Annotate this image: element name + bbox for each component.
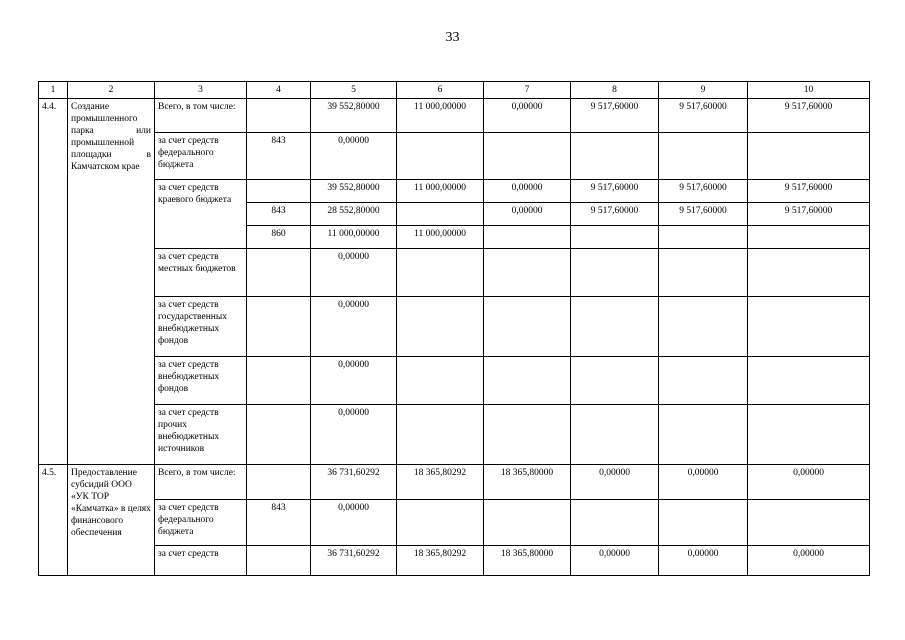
section-name: Предоставление субсидий ООО «УК ТОР «Камчатка» в целях финансового обеспечения [68,465,155,576]
column-header: 4 [247,82,311,99]
value-cell: 0,00000 [311,500,397,546]
funding-source: Всего, в том числе: [155,465,247,500]
value-cell: 0,00000 [659,465,748,500]
value-cell: 9 517,60000 [571,99,659,133]
page-number: 33 [445,30,460,45]
budget-code [247,99,311,133]
value-cell: 0,00000 [748,546,870,576]
value-cell: 0,00000 [311,405,397,465]
column-header: 8 [571,82,659,99]
value-cell [659,133,748,180]
value-cell: 11 000,00000 [397,180,484,203]
value-cell [397,500,484,546]
value-cell: 0,00000 [311,133,397,180]
funding-source: за счет средств внебюджетных фондов [155,357,247,405]
value-cell [659,226,748,249]
value-cell: 9 517,60000 [659,99,748,133]
column-header: 1 [39,82,68,99]
value-cell [748,249,870,297]
budget-code [247,465,311,500]
value-cell: 28 552,80000 [311,203,397,226]
value-cell: 36 731,60292 [311,546,397,576]
value-cell [484,226,571,249]
table-row [39,133,870,180]
value-cell: 9 517,60000 [571,203,659,226]
value-cell [748,500,870,546]
value-cell: 0,00000 [659,546,748,576]
value-cell [659,357,748,405]
value-cell [659,405,748,465]
column-header: 7 [484,82,571,99]
funding-source: Всего, в том числе: [155,99,247,133]
table-row [39,546,870,576]
value-cell [484,133,571,180]
table-row [39,99,870,133]
funding-source: за счет средств прочих внебюджетных источников [155,405,247,465]
budget-table [38,81,870,576]
value-cell: 39 552,80000 [311,180,397,203]
value-cell: 0,00000 [311,297,397,357]
value-cell [659,297,748,357]
value-cell [397,133,484,180]
table-row [39,405,870,465]
section-name: Создание промышленного парка или промышленной площадки в Камчатском крае [68,99,155,465]
value-cell [484,357,571,405]
funding-source: за счет средств федерального бюджета [155,500,247,546]
value-cell: 0,00000 [311,357,397,405]
budget-code: 843 [247,133,311,180]
column-header: 9 [659,82,748,99]
value-cell [571,357,659,405]
value-cell: 18 365,80292 [397,465,484,500]
budget-code [247,297,311,357]
funding-source: за счет средств федерального бюджета [155,133,247,180]
value-cell: 18 365,80292 [397,546,484,576]
value-cell: 11 000,00000 [311,226,397,249]
table-row [39,357,870,405]
section-number: 4.5. [39,465,68,576]
value-cell: 0,00000 [484,203,571,226]
budget-code: 843 [247,203,311,226]
value-cell [484,249,571,297]
column-header: 2 [68,82,155,99]
table-row [39,180,870,203]
value-cell [484,405,571,465]
budget-code [247,357,311,405]
value-cell: 11 000,00000 [397,226,484,249]
funding-source: за счет средств местных бюджетов [155,249,247,297]
value-cell: 9 517,60000 [748,99,870,133]
value-cell: 9 517,60000 [571,180,659,203]
budget-code [247,180,311,203]
table-row [39,500,870,546]
value-cell [659,500,748,546]
value-cell: 0,00000 [571,546,659,576]
value-cell [397,405,484,465]
value-cell [748,297,870,357]
budget-code: 860 [247,226,311,249]
budget-code [247,546,311,576]
value-cell: 0,00000 [311,249,397,297]
value-cell [571,405,659,465]
value-cell: 11 000,00000 [397,99,484,133]
value-cell [571,500,659,546]
value-cell: 9 517,60000 [659,180,748,203]
value-cell [748,405,870,465]
value-cell [571,249,659,297]
value-cell: 9 517,60000 [748,180,870,203]
column-header: 5 [311,82,397,99]
value-cell: 36 731,60292 [311,465,397,500]
value-cell: 0,00000 [748,465,870,500]
budget-code [247,405,311,465]
table-row [39,465,870,500]
value-cell [571,226,659,249]
value-cell [571,133,659,180]
section-number: 4.4. [39,99,68,465]
table-row [39,297,870,357]
budget-code: 843 [247,500,311,546]
value-cell [748,133,870,180]
budget-code [247,249,311,297]
value-cell: 9 517,60000 [659,203,748,226]
funding-source: за счет средств [155,546,247,576]
value-cell [484,500,571,546]
value-cell: 0,00000 [571,465,659,500]
value-cell: 18 365,80000 [484,546,571,576]
column-header: 6 [397,82,484,99]
table-row [39,249,870,297]
value-cell: 0,00000 [484,99,571,133]
value-cell: 18 365,80000 [484,465,571,500]
funding-source: за счет средств государственных внебюджетных фондов [155,297,247,357]
value-cell [397,203,484,226]
value-cell [397,357,484,405]
value-cell [571,297,659,357]
value-cell: 39 552,80000 [311,99,397,133]
value-cell [748,226,870,249]
column-header: 10 [748,82,870,99]
value-cell [397,249,484,297]
value-cell [659,249,748,297]
column-number-row [39,82,870,99]
value-cell [484,297,571,357]
value-cell [748,357,870,405]
column-header: 3 [155,82,247,99]
value-cell: 9 517,60000 [748,203,870,226]
funding-source: за счет средств краевого бюджета [155,180,247,249]
value-cell [397,297,484,357]
value-cell: 0,00000 [484,180,571,203]
